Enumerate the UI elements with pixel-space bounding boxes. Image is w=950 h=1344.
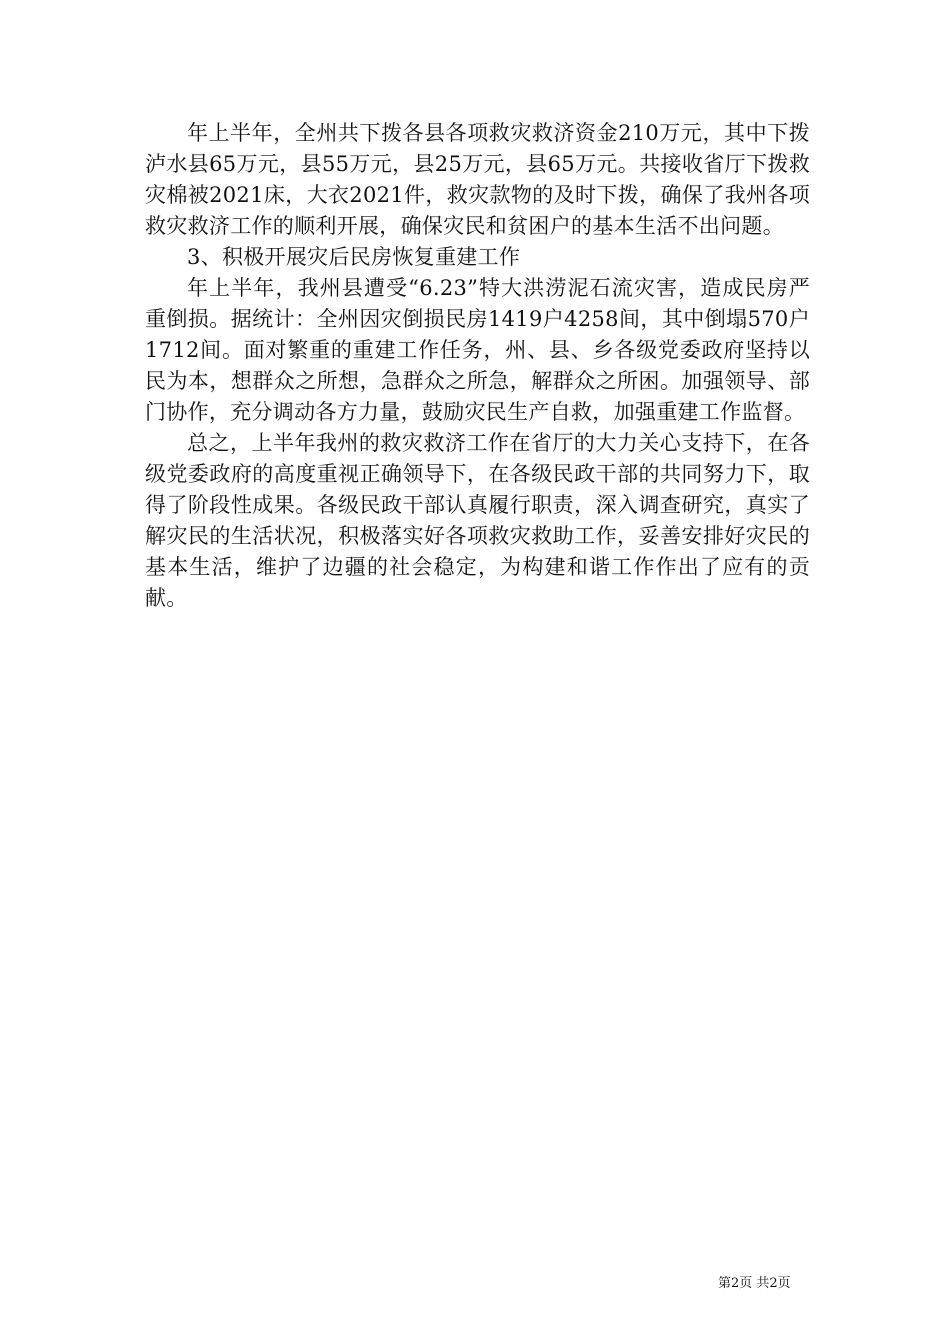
document-body [145, 118, 810, 614]
paragraph-relief-funds: 年上半年，全州共下拨各县各项救灾救济资金210万元，其中下拨泸水县65万元，县55万元，县25万元，县65万元。共接收省厅下拨救灾棉被2021床，大衣2021件，救灾款物的及时下拨，确保了我州各项救灾救济工作的顺利开展，确保灾民和贫困户的基本生活不出问题。 [145, 121, 810, 238]
page-footer: 第2页 共2页 [718, 1276, 791, 1291]
paragraph-summary: 总之，上半年我州的救灾救济工作在省厅的大力关心支持下，在各级党委政府的高度重视正确领导下，在各级民政干部的共同努力下，取得了阶段性成果。各级民政干部认真履行职责，深入调查研究，真实了解灾民的生活状况，积极落实好各项救灾救助工作，妥善安排好灾民的基本生活，维护了边疆的社会稳定，为构建和谐工作作出了应有的贡献。 [145, 431, 810, 610]
paragraph-flood-damage: 年上半年，我州县遭受“6.23”特大洪涝泥石流灾害，造成民房严重倒损。据统计：全州因灾倒损民房1419户4258间，其中倒塌570户1712间。面对繁重的重建工作任务，州、县、乡各级党委政府坚持以民为本，想群众之所想，急群众之所急，解群众之所困。加强领导、部门协作，充分调动各方力量，鼓励灾民生产自救，加强重建工作监督。 [145, 276, 810, 424]
section-heading-housing-reconstruction: 3、积极开展灾后民房恢复重建工作 [187, 245, 521, 269]
